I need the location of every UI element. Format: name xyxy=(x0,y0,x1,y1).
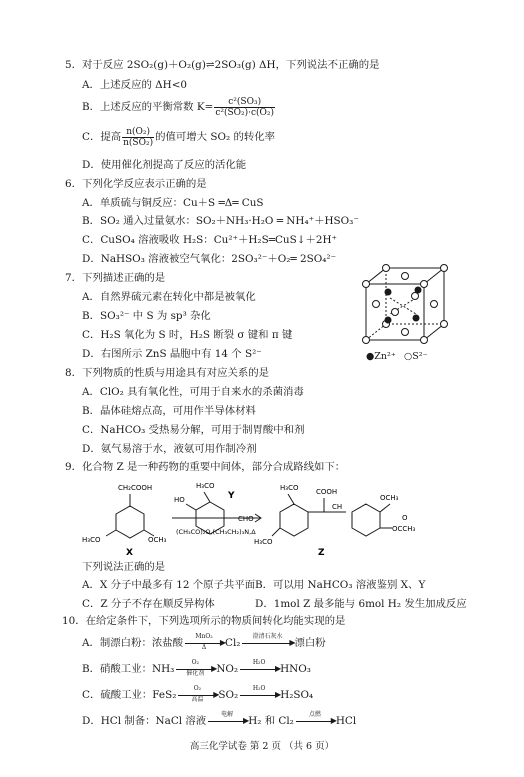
q5-option-a: A．上述反应的 ΔH<0 xyxy=(82,79,188,91)
q10-d-end: HCl xyxy=(335,715,357,727)
q10-b-arrow-1: O₂ ▶ 催化剂 xyxy=(176,663,214,675)
z-h3co-bottom: H₃CO xyxy=(254,538,273,546)
q10-a-arrow-1-bottom: Δ xyxy=(201,644,207,651)
q10-d-arrow-2-top: 点燃 xyxy=(308,711,321,718)
q10-d-arrow-2: 点燃 ▶ xyxy=(296,715,334,727)
q9-option-b: B．可以用 NaHCO₃ 溶液鉴别 X、Y xyxy=(255,579,426,591)
q8-option-c: C．NaHCO₃ 受热易分解，可用于制胃酸中和剂 xyxy=(82,424,305,436)
q10-option-b xyxy=(82,659,311,677)
zn-legend: ●Zn²⁺ xyxy=(366,351,396,362)
q10-b-mid: NO₂ xyxy=(216,663,239,675)
q6-option-b: B．SO₂ 通入过量氨水：SO₂＋NH₃·H₂O ═ NH₄⁺＋HSO₃⁻ xyxy=(82,215,359,227)
q10-b-arrow-1-bottom: 催化剂 xyxy=(186,670,205,677)
q7-option-b: B．SO₃²⁻ 中 S 为 sp³ 杂化 xyxy=(82,310,211,322)
q10-a-arrow-2: 澄清石灰水 ▶ xyxy=(242,637,292,649)
q10-c-end: H₂SO₄ xyxy=(280,689,314,701)
q10-c-arrow-2-top: H₂O xyxy=(252,685,266,692)
q10-d-arrow-1: 电解 ▶ xyxy=(208,715,246,727)
q6-stem: 6．下列化学反应表示正确的是 xyxy=(65,178,207,190)
q5-option-c-tail: 的值可增大 SO₂ 的转化率 xyxy=(155,131,276,143)
s-legend: ○S²⁻ xyxy=(404,351,428,362)
page-footer: 高三化学试卷 第 2 页 （共 6 页） xyxy=(189,741,335,752)
reaction-reagent: (CH₃CO)₂O,(CH₃CH₂)₃N,Δ xyxy=(176,528,256,536)
q10-a-end: 漂白粉 xyxy=(294,637,326,649)
q10-c-start: C．硫酸工业：FeS₂ xyxy=(82,689,177,701)
q10-option-d xyxy=(82,711,357,728)
q10-a-arrow-1-top: MnO₂ xyxy=(195,633,213,640)
x-ch2cooh: CH₂COOH xyxy=(118,484,153,492)
z-och3: OCH₃ xyxy=(380,494,399,502)
q10-a-mid: Cl₂ xyxy=(225,637,241,649)
q8-option-d: D．氨气易溶于水，液氨可用作制冷剂 xyxy=(82,443,257,455)
q10-b-start: B．硝酸工业：NH₃ xyxy=(82,663,175,675)
q5-ratio-numerator: n(O₂) xyxy=(122,127,154,138)
q9-option-c: C．Z 分子不存在顺反异构体 xyxy=(82,598,215,610)
q10-a-arrow-2-top: 澄清石灰水 xyxy=(252,633,283,640)
y-cho: CHO xyxy=(238,515,254,523)
q5-option-c xyxy=(82,126,275,148)
z-carbonyl-o: O xyxy=(402,514,408,522)
q5-option-d: D．使用催化剂提高了反应的活化能 xyxy=(82,159,247,171)
q8-stem: 8．下列物质的性质与用途具有对应关系的是 xyxy=(65,367,270,379)
q6-option-d: D．NaHSO₃ 溶液被空气氧化：2SO₃²⁻＋O₂═ 2SO₄²⁻ xyxy=(82,253,337,265)
q5-stem: 5．对于反应 2SO₂(g)＋O₂(g)⇌2SO₃(g) ΔH，下列说法不正确的是 xyxy=(65,59,380,71)
q9-option-d: D．1mol Z 最多能与 6mol H₂ 发生加成反应 xyxy=(255,598,467,610)
q8-option-a: A．ClO₂ 具有氧化性，可用于自来水的杀菌消毒 xyxy=(82,386,304,398)
q10-b-arrow-2: H₂O ▶ xyxy=(240,663,278,675)
q7-stem: 7．下列描述正确的是 xyxy=(65,272,166,284)
q5-ratio-fraction xyxy=(122,127,154,148)
y-ho: HO xyxy=(174,496,185,504)
q5-k-denominator: c²(SO₂)·c(O₂) xyxy=(215,107,275,118)
q10-c-arrow-1: O₂ ▶ 高温 xyxy=(178,689,216,701)
q10-stem: 10．在给定条件下，下列选项所示的物质间转化均能实现的是 xyxy=(62,615,346,627)
q10-d-arrow-1-top: 电解 xyxy=(221,711,234,718)
q10-b-end: HNO₃ xyxy=(280,663,311,675)
x-label: X xyxy=(126,548,133,558)
q10-d-start: D．HCl 制备：NaCl 溶液 xyxy=(82,715,207,727)
q7-option-a: A．自然界硫元素在转化中都是被氧化 xyxy=(82,291,256,303)
zns-unit-cell-diagram xyxy=(358,262,458,346)
q10-option-c xyxy=(82,685,314,703)
q8-option-b: B．晶体硅熔点高，可用作半导体材料 xyxy=(82,405,256,417)
q10-b-arrow-1-top: O₂ xyxy=(191,659,199,666)
q5-k-numerator: c²(SO₃) xyxy=(214,97,275,108)
z-ch: CH xyxy=(332,503,343,511)
q10-d-mid: H₂ 和 Cl₂ xyxy=(248,715,294,727)
q5-ratio-denominator: n(SO₂) xyxy=(123,137,154,148)
q10-b-arrow-2-top: H₂O xyxy=(252,659,266,666)
q10-a-arrow-1: MnO₂ ▶ Δ xyxy=(185,637,223,649)
z-ococh3: OCCH₃ xyxy=(392,525,416,533)
x-och3: OCH₃ xyxy=(148,536,167,544)
q7-option-d: D．右图所示 ZnS 晶胞中有 14 个 S²⁻ xyxy=(82,348,262,360)
z-label: Z xyxy=(318,548,325,558)
q7-option-c: C．H₂S 氧化为 S 时，H₂S 断裂 σ 键和 π 键 xyxy=(82,329,293,341)
y-h3co: H₃CO xyxy=(196,482,215,490)
z-cooh: COOH xyxy=(316,488,338,496)
q5-k-fraction xyxy=(214,97,275,118)
q10-c-arrow-1-bottom: 高温 xyxy=(191,696,204,703)
q10-a-start: A．制漂白粉：浓盐酸 xyxy=(82,637,184,649)
q10-option-a xyxy=(82,633,326,651)
q6-option-c: C．CuSO₄ 溶液吸收 H₂S：Cu²⁺＋H₂S═CuS↓＋2H⁺ xyxy=(82,234,337,246)
q5-option-b xyxy=(82,96,276,118)
q9-prompt: 下列说法正确的是 xyxy=(82,561,166,573)
q9-option-a: A．X 分子中最多有 12 个原子共平面 xyxy=(82,579,256,591)
q5-option-c-label: C．提高 xyxy=(82,131,122,143)
q6-option-a: A．单质硫与铜反应：Cu＋S ═Δ═ CuS xyxy=(82,197,264,209)
z-h3co-top: H₃CO xyxy=(280,484,299,492)
q9-stem: 9．化合物 Z 是一种药物的重要中间体，部分合成路线如下： xyxy=(65,461,346,473)
y-label: Y xyxy=(228,491,235,501)
q5-option-b-label: B．上述反应的平衡常数 K= xyxy=(82,101,214,113)
q10-c-arrow-2: H₂O ▶ xyxy=(240,689,278,701)
q10-c-mid: SO₂ xyxy=(218,689,239,701)
q9-synthesis-scheme xyxy=(80,478,510,560)
x-h3co: H₃CO xyxy=(82,536,101,544)
q10-c-arrow-1-top: O₂ xyxy=(193,685,202,692)
